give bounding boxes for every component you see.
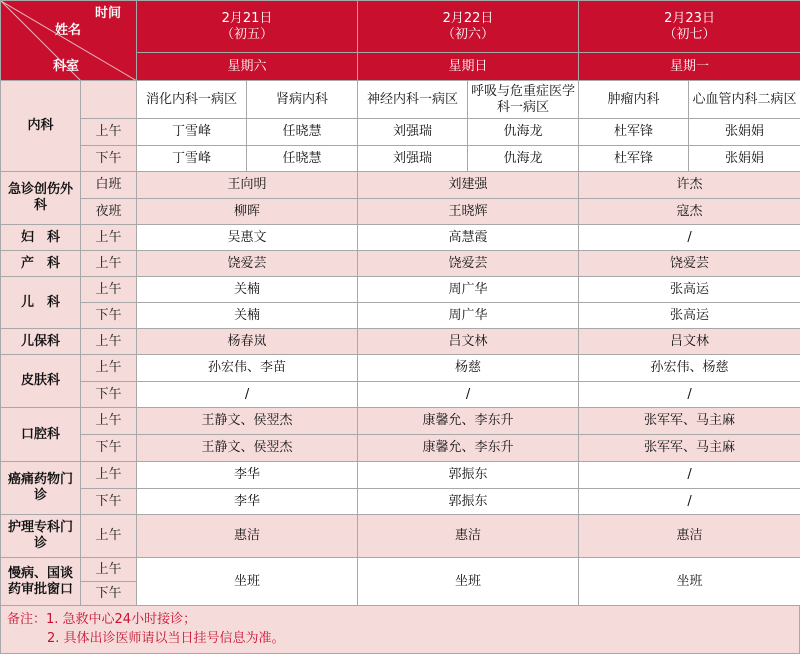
doctor-cell: /: [579, 462, 800, 489]
lunar-label: （初七）: [663, 26, 716, 42]
lunar-label: （初六）: [442, 26, 495, 42]
date-label: 2月21日: [221, 10, 273, 26]
doctor-cell: 李华: [137, 462, 358, 489]
subdept-header: 肾病内科: [247, 81, 358, 119]
doctor-cell: 饶爱芸: [137, 251, 358, 277]
doctor-cell: 刘建强: [358, 172, 579, 199]
shift-cell: 上午: [81, 119, 137, 146]
doctor-cell: 丁雪峰: [137, 146, 247, 172]
dept-cell: 儿保科: [1, 329, 81, 355]
doctor-cell: /: [137, 382, 358, 408]
shift-cell: 下午: [81, 435, 137, 462]
date-label: 2月22日: [442, 10, 494, 26]
doctor-cell: 张娟娟: [689, 119, 800, 146]
subdept-header: 消化内科一病区: [137, 81, 247, 119]
doctor-cell: 惠洁: [579, 515, 800, 558]
doctor-cell: 孙宏伟、李苗: [137, 355, 358, 382]
dept-cell: 妇 科: [1, 225, 81, 251]
doctor-cell: 王向明: [137, 172, 358, 199]
doctor-cell: 关楠: [137, 277, 358, 303]
doctor-cell: 坐班: [579, 558, 800, 606]
doctor-cell: 张娟娟: [689, 146, 800, 172]
doctor-cell: 坐班: [358, 558, 579, 606]
shift-cell: 下午: [81, 489, 137, 515]
doctor-cell: 康馨允、李东升: [358, 408, 579, 435]
shift-cell: 白班: [81, 172, 137, 199]
subdept-header: 呼吸与危重症医学科一病区: [468, 81, 579, 119]
doctor-cell: 关楠: [137, 303, 358, 329]
subdept-header: 肿瘤内科: [579, 81, 689, 119]
doctor-cell: 张高运: [579, 303, 800, 329]
weekday-header: 星期一: [579, 53, 800, 81]
dept-cell: 产 科: [1, 251, 81, 277]
shift-cell: 上午: [81, 277, 137, 303]
dept-cell: 皮肤科: [1, 355, 81, 408]
corner-time-label: 时间: [95, 6, 122, 21]
lunar-label: （初五）: [221, 26, 274, 42]
shift-cell: 上午: [81, 408, 137, 435]
shift-cell: 下午: [81, 146, 137, 172]
date-header: [358, 1, 579, 53]
doctor-cell: 刘强瑞: [358, 146, 468, 172]
corner-name-label: 姓名: [55, 23, 82, 38]
header-corner-cell: [1, 1, 137, 81]
doctor-cell: 惠洁: [358, 515, 579, 558]
shift-cell: 上午: [81, 515, 137, 558]
doctor-cell: 任晓慧: [247, 119, 358, 146]
doctor-cell: 郭振东: [358, 489, 579, 515]
dept-cell: 癌痛药物门诊: [1, 462, 81, 515]
shift-cell: 上午: [81, 251, 137, 277]
shift-cell: 夜班: [81, 199, 137, 225]
doctor-cell: 吕文林: [358, 329, 579, 355]
doctor-cell: /: [579, 382, 800, 408]
subdept-header: 心血管内科二病区: [689, 81, 800, 119]
shift-cell: 下午: [81, 582, 137, 606]
doctor-cell: 仇海龙: [468, 119, 579, 146]
footnote-line-2: 2. 具体出诊医师请以当日挂号信息为准。: [47, 631, 285, 646]
doctor-cell: 任晓慧: [247, 146, 358, 172]
dept-cell: 慢病、国谈药审批窗口: [1, 558, 81, 606]
dept-cell: 护理专科门诊: [1, 515, 81, 558]
doctor-cell: 杨慈: [358, 355, 579, 382]
footnote-line-1: 备注：1. 急救中心24小时接诊；: [7, 612, 197, 627]
dept-cell: 儿 科: [1, 277, 81, 329]
doctor-cell: 吴惠文: [137, 225, 358, 251]
doctor-cell: 饶爱芸: [579, 251, 800, 277]
date-header: [137, 1, 358, 53]
date-label: 2月23日: [664, 10, 715, 26]
doctor-cell: 孙宏伟、杨慈: [579, 355, 800, 382]
doctor-cell: 杜军锋: [579, 119, 689, 146]
shift-cell: 下午: [81, 303, 137, 329]
empty-shift-cell: [81, 81, 137, 119]
doctor-cell: 王静文、侯翌杰: [137, 408, 358, 435]
shift-cell: 上午: [81, 329, 137, 355]
doctor-cell: 郭振东: [358, 462, 579, 489]
dept-cell: 急诊创伤外科: [1, 172, 81, 225]
weekday-header: 星期日: [358, 53, 579, 81]
dept-cell: 口腔科: [1, 408, 81, 462]
shift-cell: 下午: [81, 382, 137, 408]
doctor-cell: 柳晖: [137, 199, 358, 225]
doctor-cell: 寇杰: [579, 199, 800, 225]
doctor-cell: /: [579, 225, 800, 251]
doctor-cell: 王静文、侯翌杰: [137, 435, 358, 462]
corner-dept-label: 科室: [53, 59, 80, 74]
weekday-header: 星期六: [137, 53, 358, 81]
doctor-cell: 李华: [137, 489, 358, 515]
footnote: [0, 606, 800, 654]
shift-cell: 上午: [81, 462, 137, 489]
shift-cell: 上午: [81, 355, 137, 382]
doctor-cell: 杨春岚: [137, 329, 358, 355]
subdept-header: 神经内科一病区: [358, 81, 468, 119]
doctor-cell: 吕文林: [579, 329, 800, 355]
date-header: [579, 1, 800, 53]
doctor-cell: 惠洁: [137, 515, 358, 558]
shift-cell: 上午: [81, 225, 137, 251]
dept-cell-neike: 内科: [1, 81, 81, 172]
doctor-cell: 张高运: [579, 277, 800, 303]
doctor-cell: 王晓辉: [358, 199, 579, 225]
doctor-cell: 刘强瑞: [358, 119, 468, 146]
doctor-cell: 康馨允、李东升: [358, 435, 579, 462]
doctor-cell: 坐班: [137, 558, 358, 606]
doctor-cell: 仇海龙: [468, 146, 579, 172]
doctor-cell: 周广华: [358, 303, 579, 329]
doctor-cell: /: [579, 489, 800, 515]
doctor-cell: 周广华: [358, 277, 579, 303]
doctor-cell: /: [358, 382, 579, 408]
doctor-cell: 张军军、马主麻: [579, 408, 800, 435]
doctor-cell: 饶爱芸: [358, 251, 579, 277]
doctor-cell: 丁雪峰: [137, 119, 247, 146]
shift-cell: 上午: [81, 558, 137, 582]
doctor-cell: 张军军、马主麻: [579, 435, 800, 462]
doctor-cell: 高慧霞: [358, 225, 579, 251]
doctor-cell: 杜军锋: [579, 146, 689, 172]
doctor-cell: 许杰: [579, 172, 800, 199]
